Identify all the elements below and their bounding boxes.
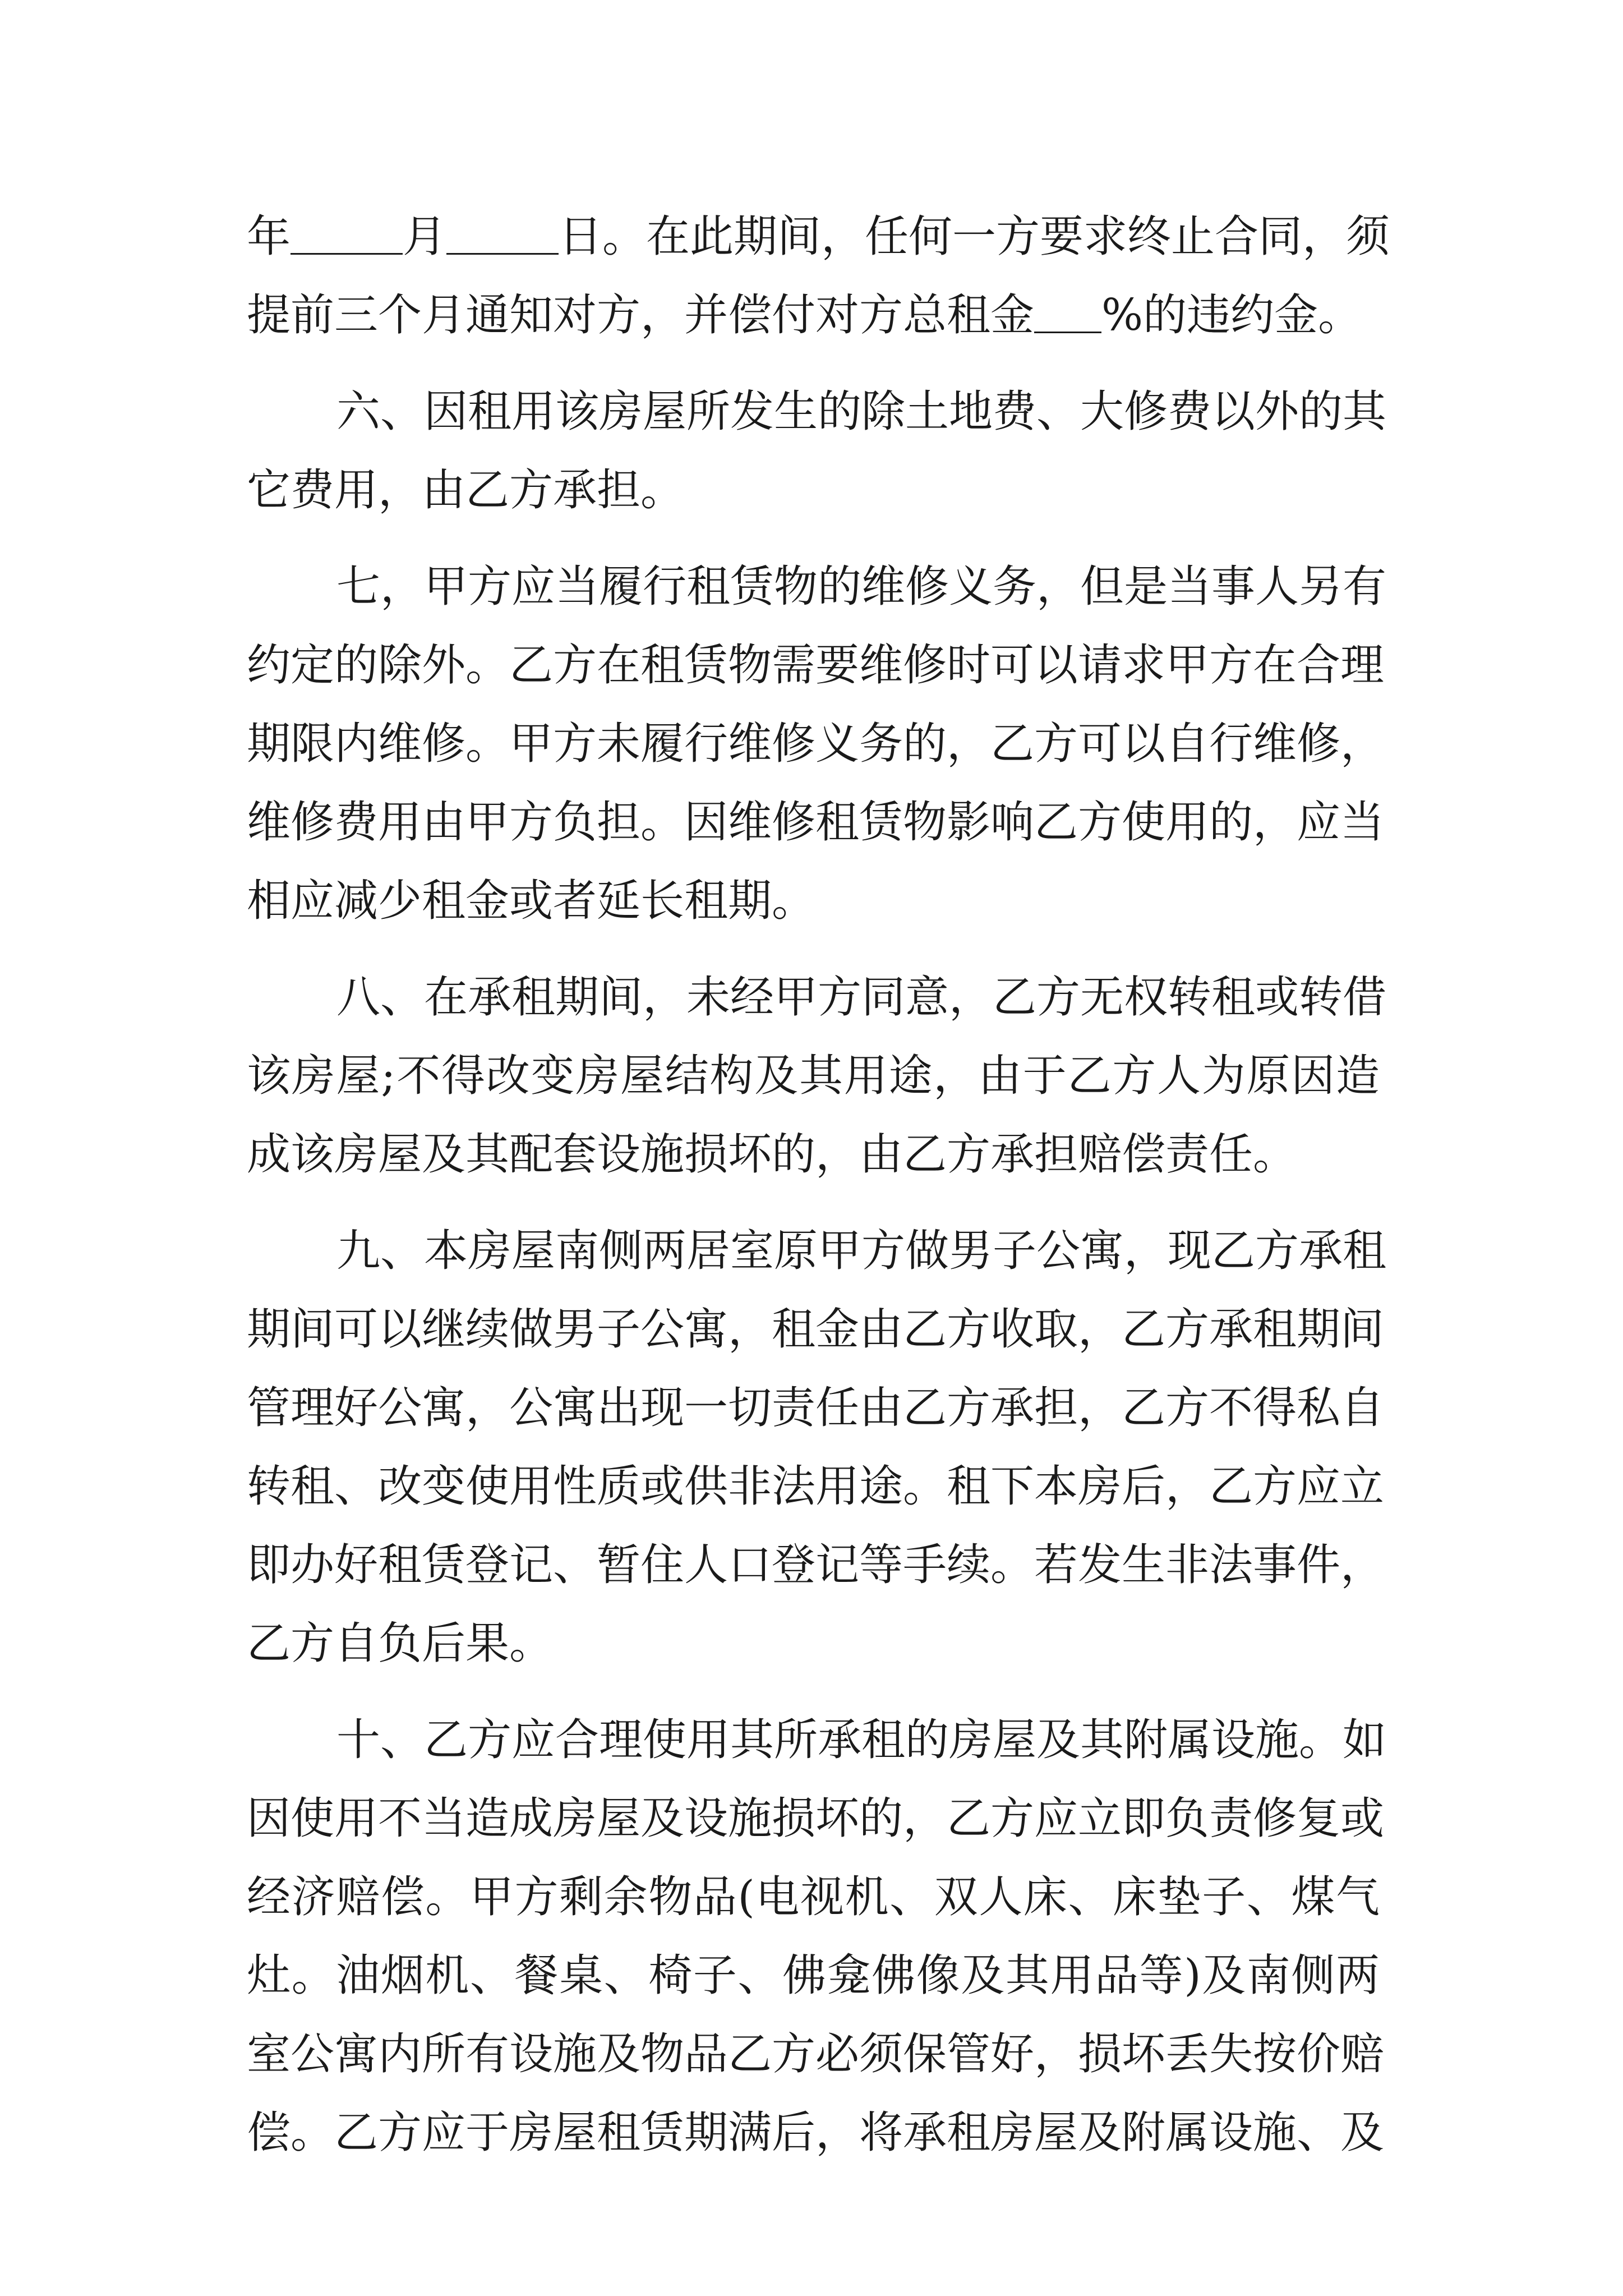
text-line: 管理好公寓，公寓出现一切责任由乙方承担，乙方不得私自 — [247, 1383, 1385, 1433]
text-line: 成该房屋及其配套设施损坏的，由乙方承担赔偿责任。 — [247, 1129, 1297, 1180]
paragraph-9 — [247, 1212, 1387, 1683]
text-line: 期限内维修。甲方未履行维修义务的，乙方可以自行维修， — [247, 719, 1385, 769]
text-line — [247, 276, 1380, 355]
text-line: 期间可以继续做男子公寓，租金由乙方收取，乙方承租期间 — [247, 1304, 1385, 1355]
text-line: 偿。乙方应于房屋租赁期满后，将承租房屋及附属设施、及 — [247, 2108, 1385, 2158]
text-line — [247, 197, 1390, 276]
text-line: 约定的除外。乙方在租赁物需要维修时可以请求甲方在合理 — [247, 640, 1385, 691]
text-line: 七，甲方应当履行租赁物的维修义务，但是当事人另有 — [336, 562, 1387, 612]
paragraph-6 — [247, 372, 1387, 530]
fill-in-blank-month — [291, 219, 403, 255]
text-line: 灶。油烟机、餐桌、椅子、佛龛佛像及其用品等)及南侧两 — [247, 1950, 1380, 2001]
text-line: 经济赔偿。甲方剩余物品(电视机、双人床、床垫子、煤气 — [247, 1872, 1380, 1922]
text-line: 乙方自负后果。 — [247, 1618, 554, 1669]
text-line: 维修费用由甲方负担。因维修租赁物影响乙方使用的，应当 — [247, 797, 1385, 848]
text-fragment: %的违约金。 — [1101, 290, 1362, 341]
paragraph-8 — [247, 958, 1387, 1194]
text-fragment: 月 — [403, 211, 447, 262]
paragraph-7 — [247, 547, 1387, 940]
text-fragment: 日。在此期间，任何一方要求终止合同，须 — [559, 211, 1390, 262]
text-line: 它费用，由乙方承担。 — [247, 465, 685, 516]
text-line: 九、本房屋南侧两居室原甲方做男子公寓，现乙方承租 — [336, 1226, 1387, 1276]
fill-in-blank-percent — [1034, 298, 1101, 333]
text-line: 因使用不当造成房屋及设施损坏的，乙方应立即负责修复或 — [247, 1793, 1385, 1844]
text-line: 六、因租用该房屋所发生的除土地费、大修费以外的其 — [336, 386, 1387, 437]
fill-in-blank-day — [446, 219, 559, 255]
text-line: 室公寓内所有设施及物品乙方必须保管好，损坏丢失按价赔 — [247, 2029, 1385, 2079]
text-line: 该房屋;不得改变房屋结构及其用途，由于乙方人为原因造 — [247, 1051, 1380, 1101]
text-line: 即办好租赁登记、暂住人口登记等手续。若发生非法事件， — [247, 1540, 1385, 1590]
text-line: 相应减少租金或者延长租期。 — [247, 876, 816, 926]
text-line: 八、在承租期间，未经甲方同意，乙方无权转租或转借 — [336, 972, 1387, 1023]
text-fragment: 提前三个月通知对方，并偿付对方总租金 — [247, 290, 1035, 341]
text-line: 十、乙方应合理使用其所承租的房屋及其附属设施。如 — [336, 1715, 1387, 1765]
text-line: 转租、改变使用性质或供非法用途。租下本房后，乙方应立 — [247, 1461, 1385, 1512]
text-fragment: 年 — [247, 211, 291, 262]
document-body — [247, 197, 1390, 2172]
paragraph-10 — [247, 1701, 1387, 2172]
